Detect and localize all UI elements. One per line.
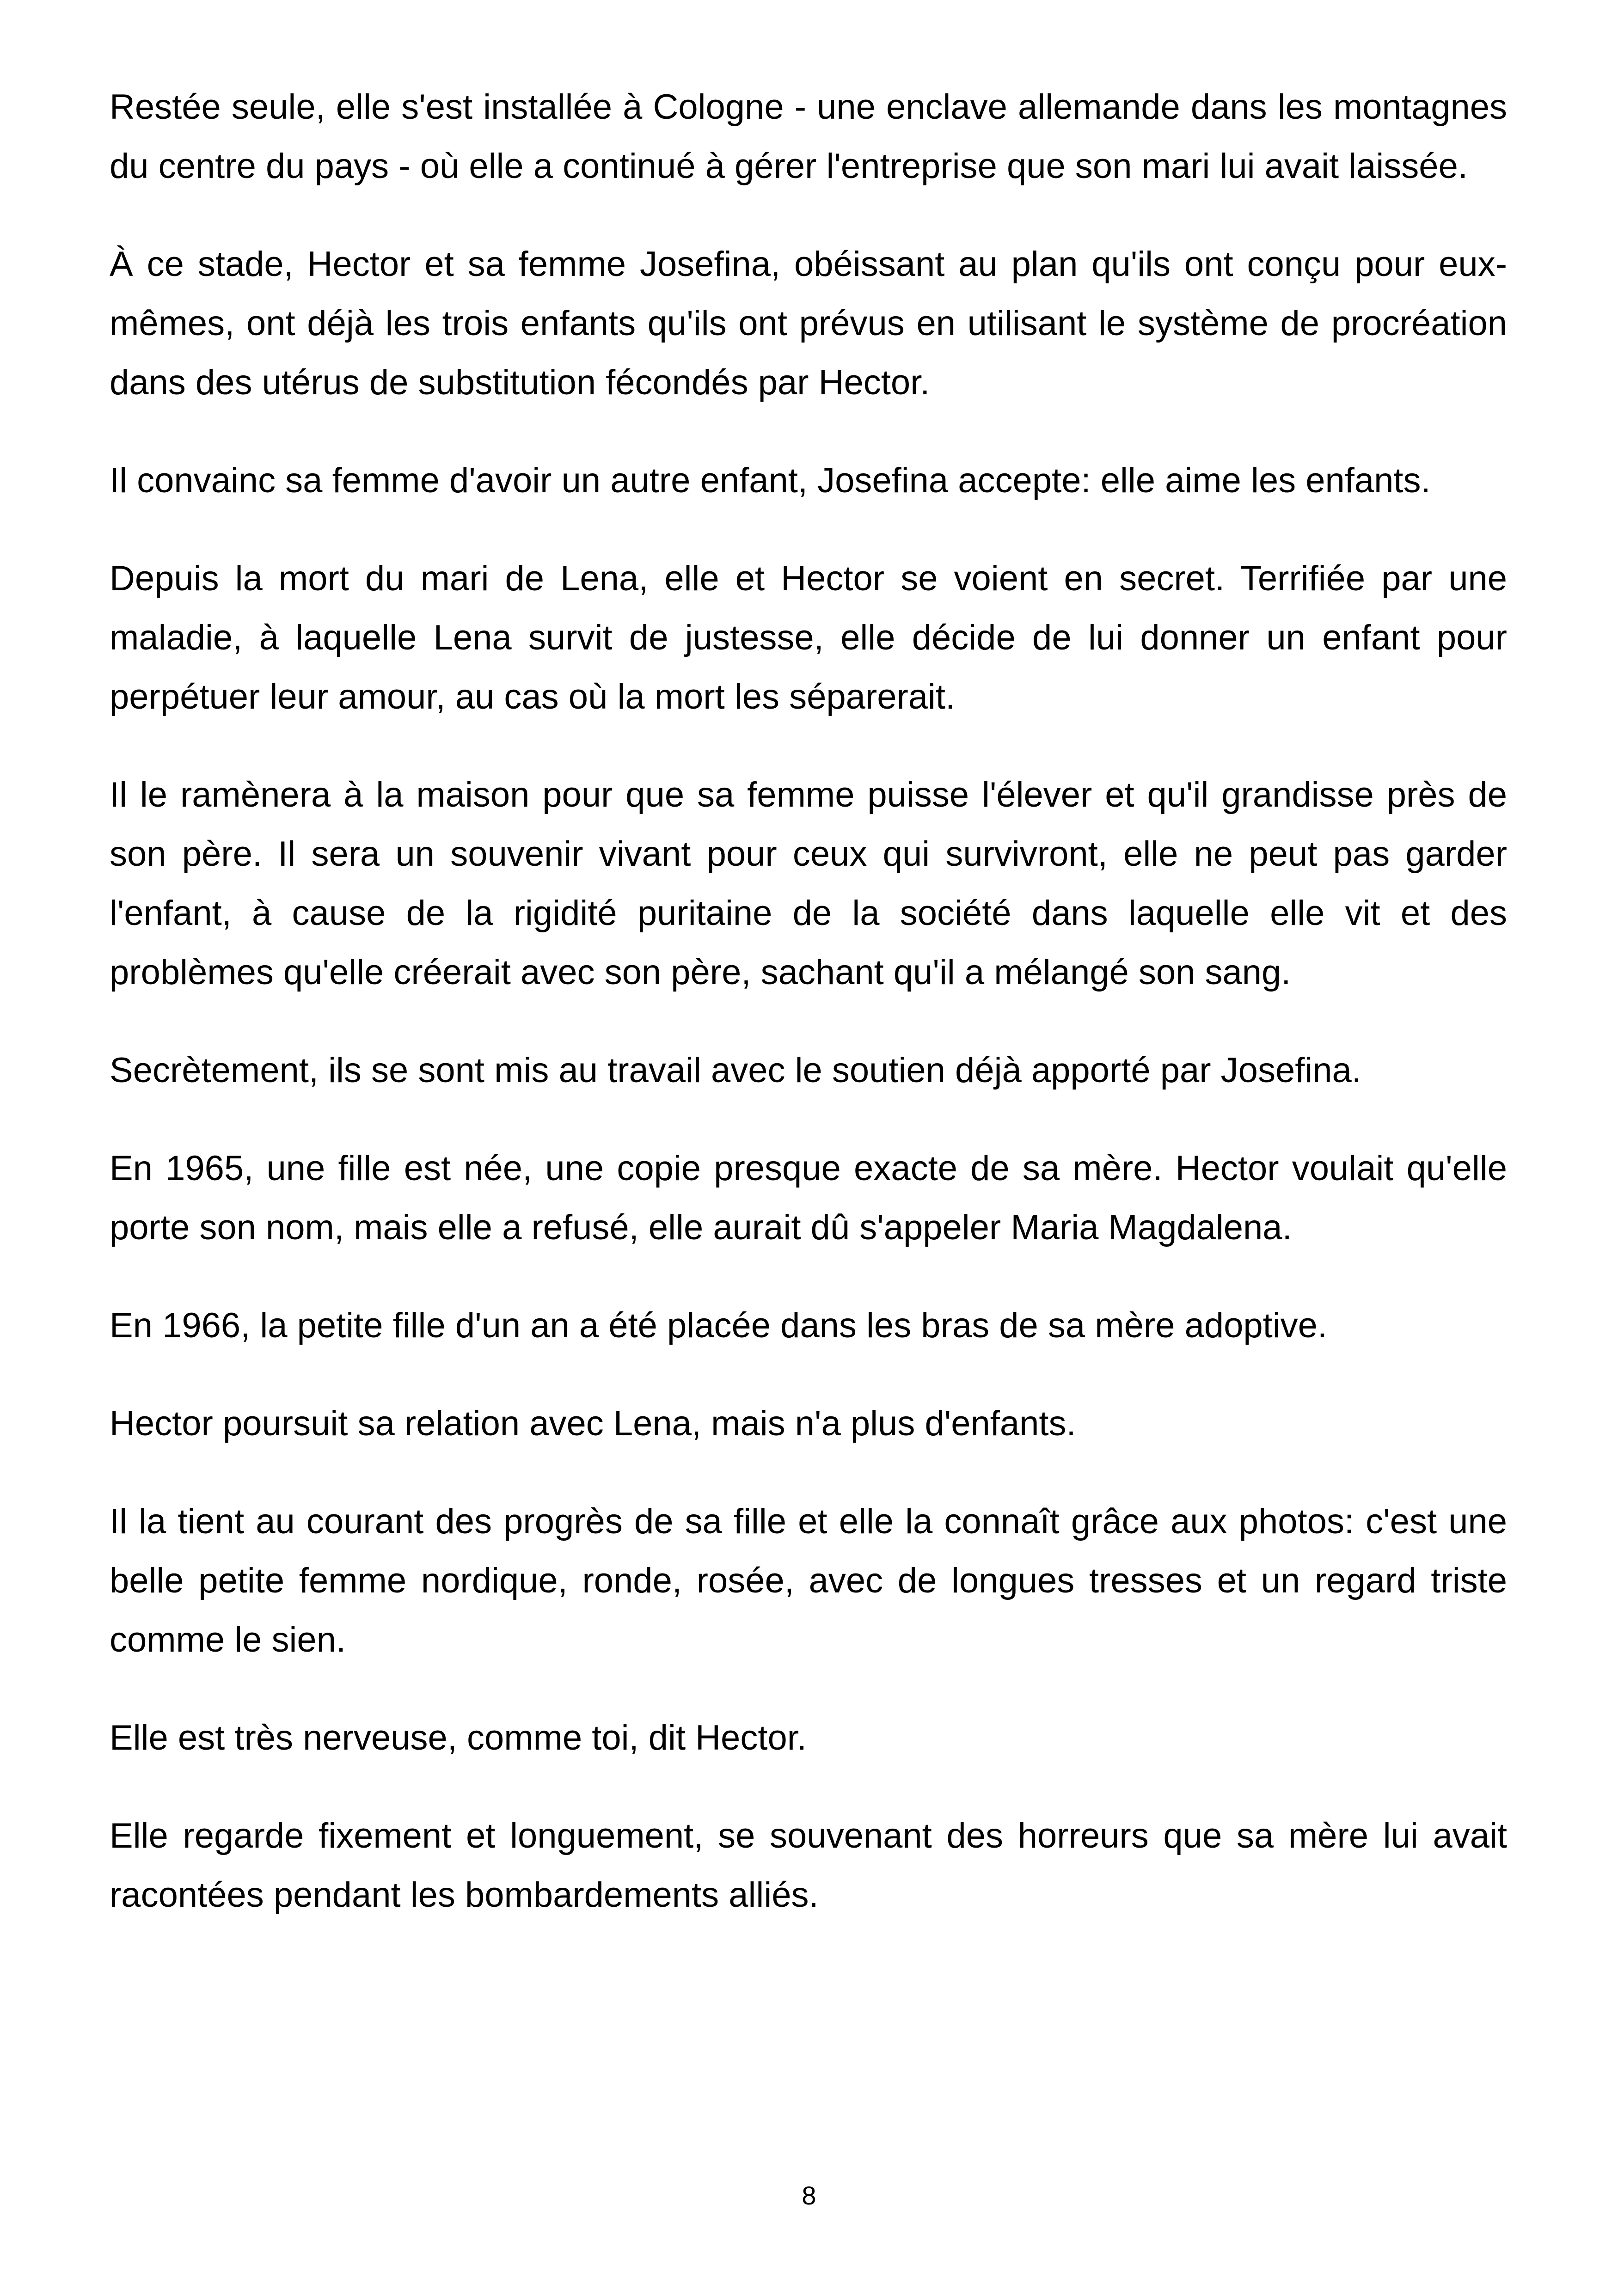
paragraph: Elle regarde fixement et longuement, se souvenant des horreurs que sa mère lui avait racontées pendant les bombardements alliés. [110,1816,1507,1915]
page-body [110,78,1507,1964]
paragraph: Il la tient au courant des progrès de sa fille et elle la connaît grâce aux photos: c'est une belle petite femme nordique, ronde, rosée, avec de longues tresses et un regard triste comme le sien. [110,1502,1507,1659]
paragraph: Depuis la mort du mari de Lena, elle et Hector se voient en secret. Terrifiée par une maladie, à laquelle Lena survit de justesse, elle décide de lui donner un enfant pour perpétuer leur amour, au cas où la mort les séparerait. [110,559,1507,716]
paragraph: Restée seule, elle s'est installée à Cologne - une enclave allemande dans les montagnes du centre du pays - où elle a continué à gérer l'entreprise que son mari lui avait laissée. [110,87,1507,186]
paragraph: Hector poursuit sa relation avec Lena, mais n'a plus d'enfants. [110,1404,1076,1443]
paragraph: En 1965, une fille est née, une copie presque exacte de sa mère. Hector voulait qu'elle porte son nom, mais elle a refusé, elle aurait dû s'appeler Maria Magdalena. [110,1149,1507,1247]
paragraph: Il le ramènera à la maison pour que sa femme puisse l'élever et qu'il grandisse près de son père. Il sera un souvenir vivant pour ceux qui survivront, elle ne peut pas garder l'enfant, à cause de la rigidité puritaine de la société dans laquelle elle vit et des problèmes qu'elle créerait avec son père, sachant qu'il a mélangé son sang. [110,775,1507,992]
paragraph: Il convainc sa femme d'avoir un autre enfant, Josefina accepte: elle aime les enfants. [110,461,1431,500]
paragraph: Elle est très nerveuse, comme toi, dit Hector. [110,1718,807,1757]
paragraph: À ce stade, Hector et sa femme Josefina, obéissant au plan qu'ils ont conçu pour eux-mêmes, ont déjà les trois enfants qu'ils ont prévus en utilisant le système de procréation dans des utérus de substitution fécondés par Hector. [110,245,1507,402]
page-number: 8 [802,2181,816,2210]
paragraph: En 1966, la petite fille d'un an a été placée dans les bras de sa mère adoptive. [110,1306,1328,1345]
paragraph: Secrètement, ils se sont mis au travail avec le soutien déjà apporté par Josefina. [110,1051,1361,1090]
